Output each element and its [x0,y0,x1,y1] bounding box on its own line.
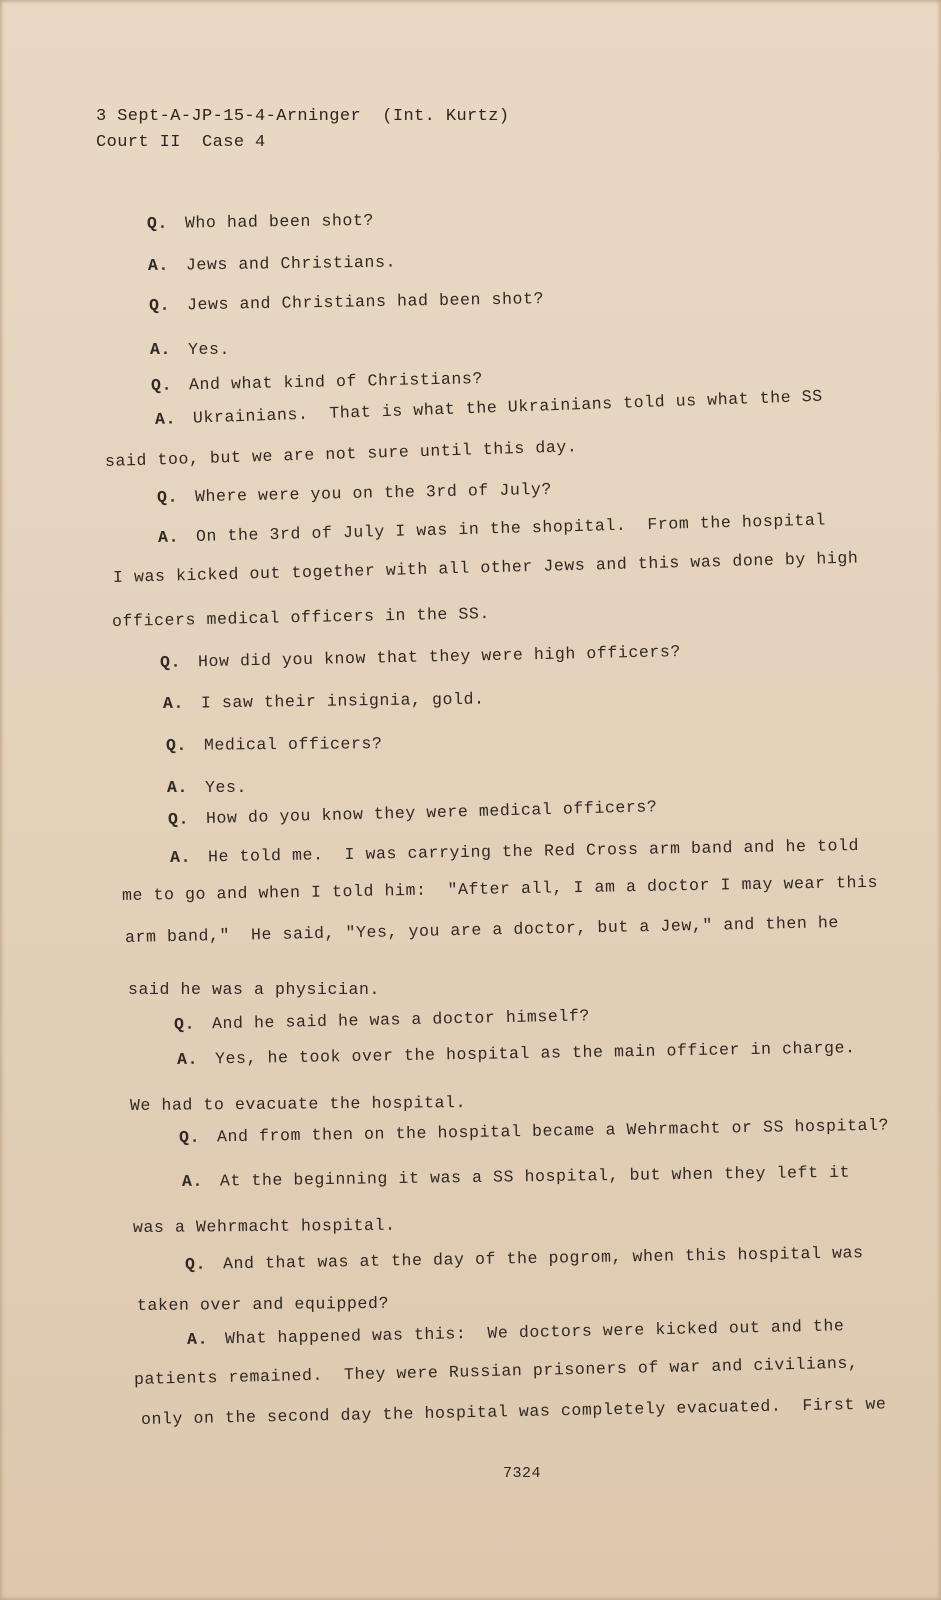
line-text: I was kicked out together with all other Jews and this was done by high [112,548,859,587]
answer-line [148,253,396,276]
answer-line [150,340,230,360]
speaker-label: A. [150,340,172,359]
line-text: And what kind of Christians? [188,369,484,395]
continuation-line [133,1216,396,1238]
line-text: At the beginning it was a SS hospital, but when they left it [219,1162,851,1191]
question-line [160,642,681,673]
speaker-label: A. [157,527,180,547]
question-line [185,1243,864,1275]
line-text: patients remained. They were Russian prisoners of war and civilians, [133,1353,859,1389]
answer-line [167,778,247,798]
speaker-label: Q. [178,1127,201,1147]
question-line [168,797,658,830]
question-line [147,211,374,234]
continuation-line [113,548,859,588]
question-line [157,480,552,508]
line-text: How did you know that they were high officers? [197,642,682,672]
line-text: Medical officers? [203,734,383,755]
line-text: And he said he was a doctor himself? [211,1006,591,1034]
speaker-label: A. [176,1049,199,1069]
line-text: Who had been shot? [184,210,375,233]
answer-line [170,836,859,868]
line-text: arm band," He said, "Yes, you are a doctor, but a Jew," and then he [124,913,840,947]
speaker-label: Q. [156,487,179,507]
line-text: He told me. I was carrying the Red Cross arm band and he told [207,835,860,867]
question-line [166,734,383,756]
line-text: me to go and when I told him: "After all, I am a doctor I may wear this [121,872,879,905]
question-line [149,289,544,316]
line-text: What happened was this: We doctors were kicked out and the [224,1316,845,1349]
speaker-label: A. [154,409,177,429]
speaker-label: Q. [173,1014,196,1034]
speaker-label: Q. [146,213,169,233]
speaker-label: A. [186,1329,209,1349]
answer-line [187,1316,845,1350]
question-line [151,369,483,396]
line-text: Jews and Christians. [185,252,397,275]
line-text: was a Wehrmacht hospital. [132,1215,396,1237]
question-line [174,1006,590,1035]
speaker-label: A. [162,693,185,713]
line-text: I saw their insignia, gold. [200,689,485,713]
line-text: Jews and Christians had been shot? [186,289,545,315]
continuation-line [128,980,380,1000]
continuation-line [105,437,578,472]
continuation-line [130,1093,466,1116]
line-text: How do you know they were medical officers? [205,797,658,829]
speaker-label: Q. [184,1254,207,1274]
speaker-label: Q. [159,652,182,672]
continuation-line [141,1394,887,1430]
header-session-line: 3 Sept-A-JP-15-4-Arninger (Int. Kurtz) [96,107,510,126]
line-text: Yes. [188,340,231,359]
line-text: Yes. [205,778,248,797]
header-court-line: Court II Case 4 [96,133,266,152]
line-text: And from then on the hospital became a Wehrmacht or SS hospital? [216,1115,890,1147]
line-text: Ukrainians. That is what the Ukrainians told us what the SS [192,386,824,428]
question-line [179,1116,889,1148]
line-text: Where were you on the 3rd of July? [194,479,553,507]
line-text: Yes, he took over the hospital as the main officer in charge. [214,1038,856,1069]
continuation-line [112,604,490,632]
line-text: said he was a physician. [128,980,381,999]
speaker-label: Q. [167,809,190,829]
line-text: taken over and equipped? [136,1293,390,1315]
continuation-line [134,1354,859,1390]
speaker-label: A. [147,255,170,275]
line-text: On the 3rd of July I was in the shopital. From the hospital [195,510,827,547]
line-text: And that was at the day of the pogrom, when this hospital was [222,1243,864,1274]
line-text: We had to evacuate the hospital. [129,1093,467,1115]
speaker-label: A. [181,1171,204,1191]
speaker-label: A. [169,847,192,867]
continuation-line [137,1294,389,1316]
speaker-label: Q. [150,375,173,395]
answer-line [163,690,485,714]
speaker-label: A. [167,778,189,797]
line-text: only on the second day the hospital was completely evacuated. First we [140,1394,887,1429]
speaker-label: Q. [148,295,171,315]
speaker-label: Q. [165,735,188,755]
answer-line [182,1163,850,1192]
continuation-line [122,873,878,906]
line-text: officers medical officers in the SS. [111,604,491,631]
line-text: said too, but we are not sure until this day. [104,437,578,471]
page-number: 7324 [503,1465,542,1482]
continuation-line [125,913,839,948]
answer-line [177,1038,856,1070]
answer-line [158,511,826,548]
